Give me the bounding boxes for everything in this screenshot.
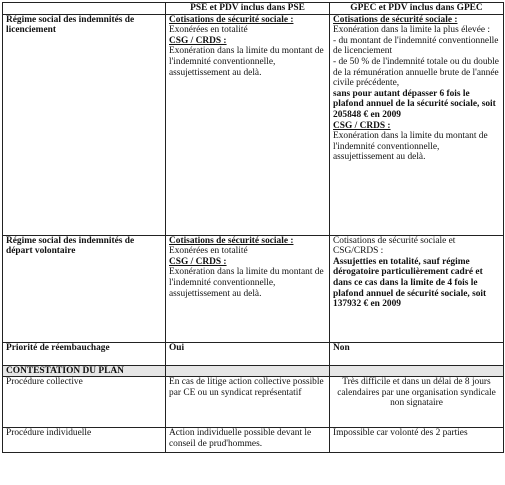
cell-pse-collective: En cas de litige action collective possible par CE ou un syndicat représentatif (166, 377, 330, 428)
csg-crds-title: CSG / CRDS : (169, 256, 227, 267)
csg-crds-title: CSG / CRDS : (333, 120, 391, 131)
cotisations-text: Exonérées en totalité (169, 246, 248, 257)
cotisations-title: Cotisations de sécurité sociale : (169, 14, 294, 25)
section-title-contestation: CONTESTATION DU PLAN (3, 365, 166, 377)
cotisations-title: Cotisations de sécurité sociale : (333, 14, 458, 25)
exoneration-item-1: - du montant de l'indemnité conventionnelle de licenciement (333, 35, 499, 57)
cell-gpec-priorite: Non (330, 342, 504, 365)
comparison-document (2, 2, 503, 453)
table-row-priorite (3, 342, 504, 365)
table-row-collective (3, 377, 504, 428)
header-gpec: GPEC et PDV inclus dans GPEC (330, 3, 504, 15)
row-label-licenciement: Régime social des indemnités de licenciement (3, 14, 166, 235)
cell-pse-depart (166, 235, 330, 342)
row-label-individuelle: Procédure individuelle (3, 428, 166, 453)
assujetties-text: Assujetties en totalité, sauf régime dérogatoire particulièrement cadré et dans ce cas dans la limite de 4 fois le plafond annuel de sécurité sociale, soit 137932 € en 2009 (333, 256, 487, 310)
cotisations-text: Exonération dans la limite la plus élevée : (333, 25, 490, 36)
cotisations-text: Exonérées en totalité (169, 25, 248, 36)
table-row-licenciement (3, 14, 504, 235)
table-row-individuelle (3, 428, 504, 453)
csg-crds-text: Exonération dans la limite du montant de l'indemnité conventionnelle, assujettissement au delà. (169, 46, 324, 78)
cell-gpec-licenciement (330, 14, 504, 235)
cell-gpec-depart (330, 235, 504, 342)
cotisations-title: Cotisations de sécurité sociale : (169, 235, 294, 246)
comparison-table (2, 2, 504, 453)
csg-crds-title: CSG / CRDS : (169, 35, 227, 46)
cell-gpec-collective: Très difficile et dans un délai de 8 jours calendaires par une organisation syndicale non signataire (330, 377, 504, 428)
row-label-priorite: Priorité de réembauchage (3, 342, 166, 365)
table-row-contestation (3, 365, 504, 377)
exoneration-item-2: - de 50 % de l'indemnité totale ou du double de la rémunération annuelle brute de l'année civile précédente, (333, 56, 499, 89)
header-empty-cell (3, 3, 166, 15)
cell-pse-licenciement (166, 14, 330, 235)
csg-crds-text: Exonération dans la limite du montant de l'indemnité conventionnelle, assujettissement au delà. (333, 131, 488, 163)
cell-pse-contestation (166, 365, 330, 377)
plafond-text: sans pour autant dépasser 6 fois le plafond annuel de la sécurité sociale, soit 205848 € en 2009 (333, 88, 496, 120)
cell-pse-individuelle: Action individuelle possible devant le conseil de prud'hommes. (166, 428, 330, 453)
row-label-depart: Régime social des indemnités de départ volontaire (3, 235, 166, 342)
cell-pse-priorite: Oui (166, 342, 330, 365)
csg-crds-text: Exonération dans la limite du montant de l'indemnité conventionnelle, assujettissement au delà. (169, 267, 324, 299)
table-header-row (3, 3, 504, 15)
cell-gpec-individuelle: Impossible car volonté des 2 parties (330, 428, 504, 453)
row-label-collective: Procédure collective (3, 377, 166, 428)
cotisations-title: Cotisations de sécurité sociale et CSG/CRDS : (333, 235, 456, 257)
header-pse: PSE et PDV inclus dans PSE (166, 3, 330, 15)
cell-gpec-contestation (330, 365, 504, 377)
table-row-depart (3, 235, 504, 342)
